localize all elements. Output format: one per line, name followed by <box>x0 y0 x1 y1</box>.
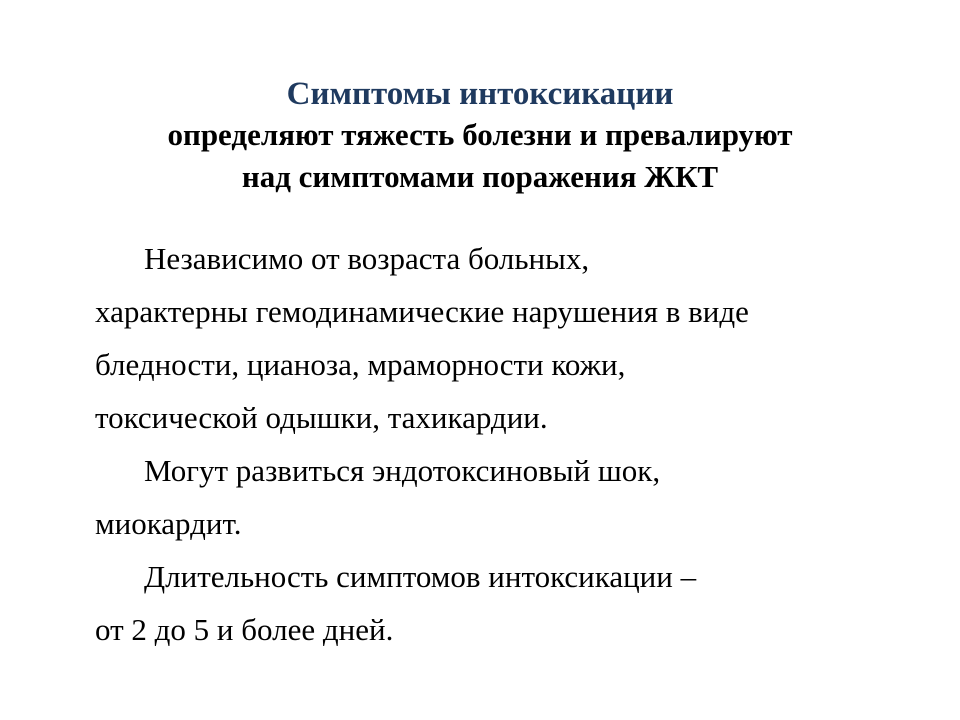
title-main: Симптомы интоксикации <box>286 76 674 112</box>
body-line-5: Могут развиться эндотоксиновый шок, <box>144 453 661 488</box>
slide-title <box>0 74 960 198</box>
body-line-6: миокардит. <box>95 506 242 541</box>
body-line-7: Длительность симптомов интоксикации – <box>144 559 697 594</box>
body-line-3: бледности, цианоза, мраморности кожи, <box>95 347 626 382</box>
slide-body <box>95 232 915 656</box>
title-sub-line-1: определяют тяжесть болезни и превалируют <box>167 117 793 152</box>
body-line-8: от 2 до 5 и более дней. <box>95 612 394 647</box>
body-line-1: Независимо от возраста больных, <box>144 241 590 276</box>
title-sub-line-2: над симптомами поражения ЖКТ <box>241 159 719 194</box>
body-line-4: токсической одышки, тахикардии. <box>95 400 548 435</box>
body-line-2: характерны гемодинамические нарушения в виде <box>95 294 749 329</box>
